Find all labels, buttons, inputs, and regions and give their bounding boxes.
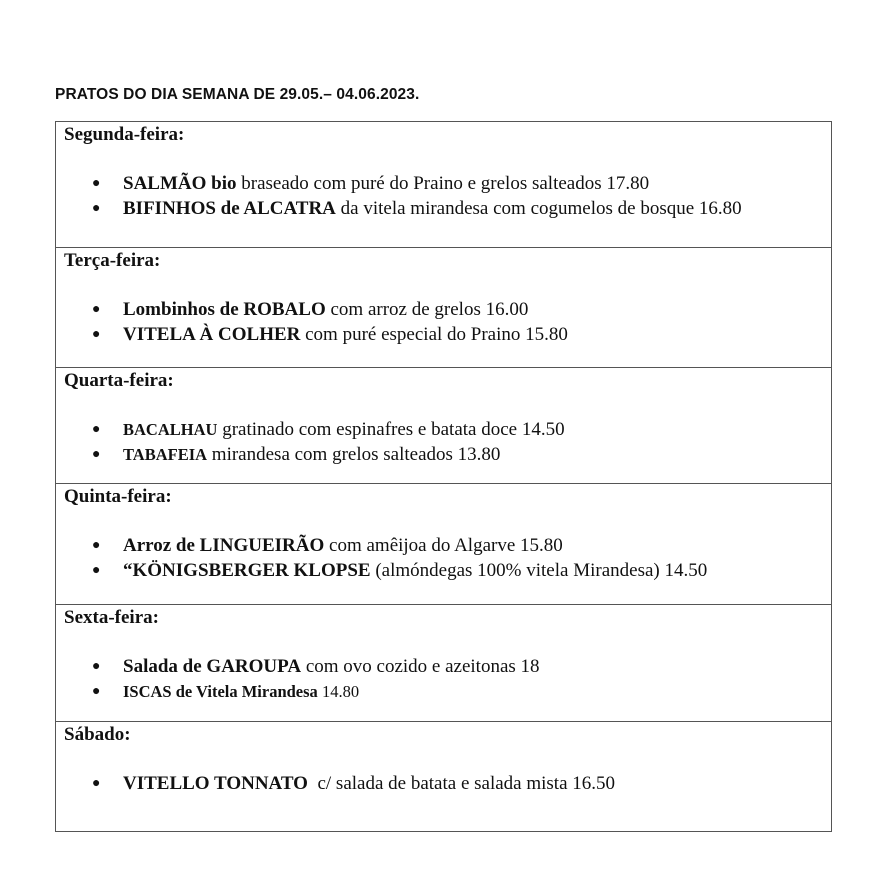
bullet-icon: ● xyxy=(92,562,101,578)
bullet-icon: ● xyxy=(92,422,101,437)
day-section-tuesday xyxy=(56,247,831,367)
dish-description: da vitela mirandesa com cogumelos de bosque 16.80 xyxy=(335,197,742,219)
dish-name: “KÖNIGSBERGER KLOPSE xyxy=(123,559,371,581)
dish-description: (almóndegas 100% vitela Mirandesa) 14.50 xyxy=(370,559,708,581)
dish-description: com ovo cozido e azeitonas 18 xyxy=(301,656,540,677)
day-section-thursday xyxy=(56,483,831,604)
dish-description: com amêijoa do Algarve 15.80 xyxy=(324,535,563,556)
dish-name: SALMÃO bio xyxy=(123,173,237,194)
day-heading: Quarta-feira: xyxy=(64,370,174,391)
dish-description: c/ salada de batata e salada mista 16.50 xyxy=(307,773,616,794)
day-section-saturday xyxy=(56,721,831,831)
page-title: PRATOS DO DIA SEMANA DE 29.05.– 04.06.2023. xyxy=(55,86,420,103)
day-section-wednesday xyxy=(56,367,831,483)
dish-name: Lombinhos de ROBALO xyxy=(123,299,326,320)
dish-name: BIFINHOS de ALCATRA xyxy=(123,197,336,219)
day-heading: Sábado: xyxy=(64,724,131,745)
bullet-icon: ● xyxy=(92,446,101,462)
bullet-icon: ● xyxy=(92,659,101,674)
dish-description: com puré especial do Praino 15.80 xyxy=(300,323,568,345)
dish-name: VITELLO TONNATO xyxy=(123,773,308,794)
day-heading: Sexta-feira: xyxy=(64,607,159,628)
dish-description: com arroz de grelos 16.00 xyxy=(325,299,529,320)
dish-name: BACALHAU xyxy=(123,420,218,439)
bullet-icon: ● xyxy=(92,176,101,191)
bullet-icon: ● xyxy=(92,776,101,791)
dish-name: Arroz de LINGUEIRÃO xyxy=(123,535,325,556)
bullet-icon: ● xyxy=(92,683,101,699)
bullet-icon: ● xyxy=(92,538,101,553)
dish-description: mirandesa com grelos salteados 13.80 xyxy=(207,443,501,465)
day-heading: Terça-feira: xyxy=(64,250,161,271)
dish-name: TABAFEIA xyxy=(123,444,208,464)
menu-table xyxy=(55,121,832,832)
day-section-monday xyxy=(56,122,831,247)
bullet-icon: ● xyxy=(92,302,101,317)
dish-description: braseado com puré do Praino e grelos salteados 17.80 xyxy=(236,173,650,194)
dish-description: gratinado com espinafres e batata doce 14.50 xyxy=(217,419,565,440)
dish-description: 14.80 xyxy=(317,681,360,701)
day-heading: Segunda-feira: xyxy=(64,124,185,145)
dish-name: Salada de GAROUPA xyxy=(123,656,302,677)
day-section-friday xyxy=(56,604,831,721)
bullet-icon: ● xyxy=(92,326,101,342)
bullet-icon: ● xyxy=(92,200,101,216)
day-heading: Quinta-feira: xyxy=(64,486,172,507)
dish-name: VITELA À COLHER xyxy=(123,323,301,345)
dish-name: ISCAS de Vitela Mirandesa xyxy=(123,681,318,701)
